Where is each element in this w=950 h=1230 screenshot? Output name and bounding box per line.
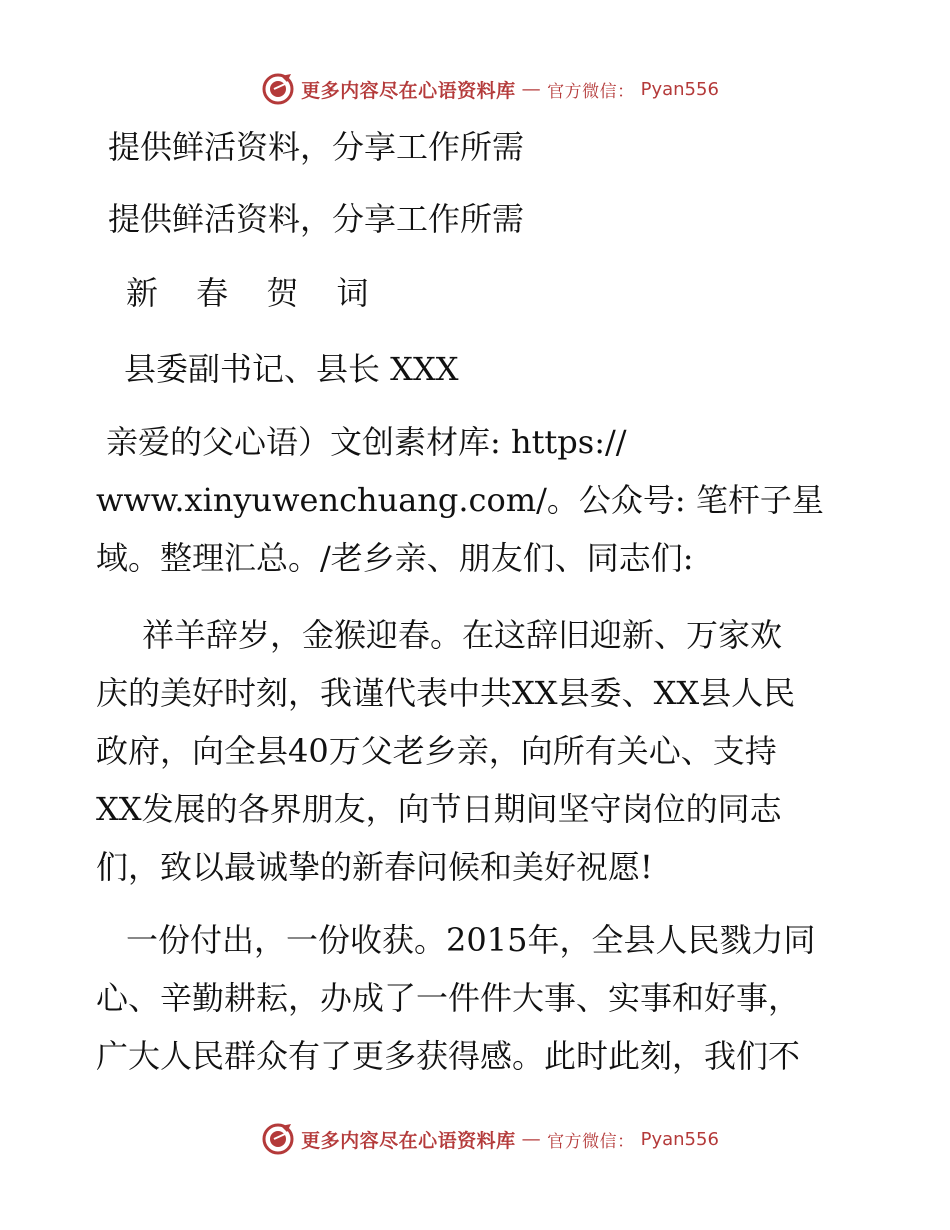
paragraph-line: 政府，向全县40万父老乡亲，向所有关心、支持: [96, 732, 777, 770]
tagline-2: 提供鲜活资料，分享工作所需: [108, 200, 525, 238]
footer-banner: [0, 1122, 950, 1156]
document-title: 新 春 贺 词: [126, 274, 383, 312]
header-banner: [0, 72, 950, 106]
banner-wechat-label: 官方微信：: [547, 1131, 635, 1152]
intro-line: www.xinyuwenchuang.com/。公众号: 笔杆子星: [96, 481, 824, 519]
banner-title: 更多内容尽在心语资料库: [301, 1129, 516, 1152]
banner-wechat-id: Pyan556: [640, 78, 719, 100]
banner-dash: —: [521, 78, 542, 100]
paragraph-line: 祥羊辞岁，金猴迎春。在这辞旧迎新、万家欢: [142, 616, 783, 654]
tagline-1: 提供鲜活资料，分享工作所需: [108, 128, 525, 166]
document-author: 县委副书记、县长 XXX: [124, 350, 459, 388]
banner-dash: —: [521, 1128, 542, 1150]
paragraph-1: [96, 606, 856, 896]
paragraph-2: [96, 911, 856, 1085]
intro-line: 域。整理汇总。/老乡亲、朋友们、同志们:: [96, 539, 694, 577]
intro-line: 亲爱的父心语）文创素材库: https://: [106, 423, 627, 461]
banner-wechat-id: Pyan556: [640, 1128, 719, 1150]
banner-title: 更多内容尽在心语资料库: [301, 79, 516, 102]
banner-wechat-label: 官方微信：: [547, 81, 635, 102]
paragraph-line: 庆的美好时刻，我谨代表中共XX县委、XX县人民: [96, 674, 796, 712]
intro-block: [96, 413, 856, 587]
paragraph-line: XX发展的各界朋友，向节日期间坚守岗位的同志: [96, 790, 782, 828]
paragraph-line: 一份付出，一份收获。2015年，全县人民戮力同: [126, 921, 816, 959]
paragraph-line: 们，致以最诚挚的新春问候和美好祝愿!: [96, 848, 653, 886]
xinyu-logo-icon: [261, 72, 295, 106]
xinyu-logo-icon: [261, 1122, 295, 1156]
paragraph-line: 心、辛勤耕耘，办成了一件件大事、实事和好事，: [96, 979, 801, 1017]
paragraph-line: 广大人民群众有了更多获得感。此时此刻，我们不: [96, 1037, 801, 1075]
